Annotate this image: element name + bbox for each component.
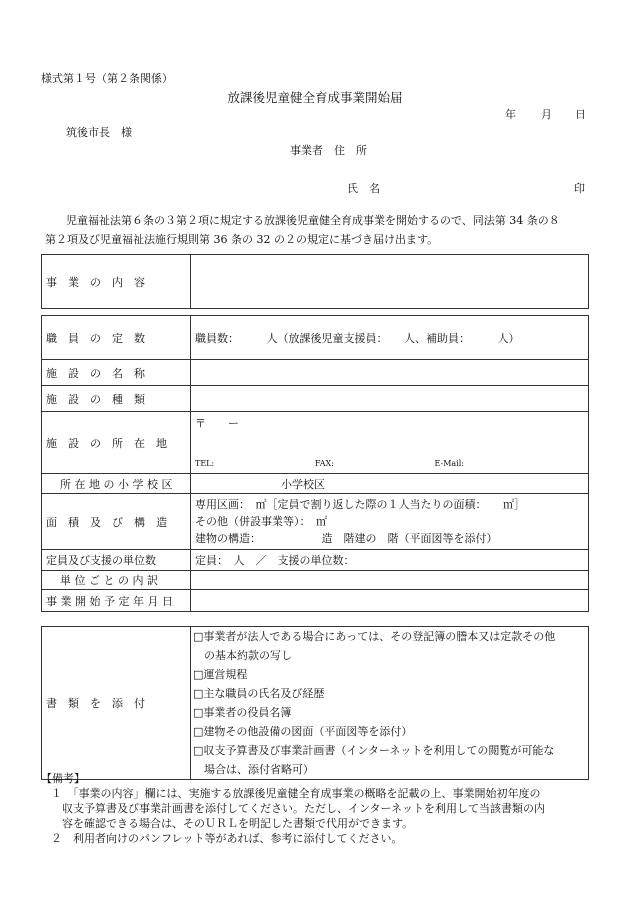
docs-item[interactable]: □事業者が法人である場合にあっては、その登記簿の謄本又は定款その他 bbox=[193, 630, 556, 643]
area-value[interactable] bbox=[191, 494, 589, 550]
area-line-3: 建物の構造： 造 階建の 階（平面図等を添付） bbox=[195, 532, 498, 545]
postal-code: 〒 ー bbox=[195, 417, 239, 430]
notes-heading: 【備考】 bbox=[41, 772, 85, 785]
content-label: 事 業 の 内 容 bbox=[46, 275, 145, 289]
docs-label-cell bbox=[42, 627, 191, 780]
facility-address-label-cell bbox=[42, 412, 191, 474]
facility-name-input[interactable] bbox=[191, 360, 589, 386]
facility-name-label: 施 設 の 名 称 bbox=[46, 366, 145, 380]
start-date-label: 事 業 開 始 予 定 年 月 日 bbox=[46, 594, 173, 608]
note-line: 収支予算書及び事業計画書を添付してください。ただし、インターネットを利用して当該書類の内 bbox=[51, 802, 546, 815]
docs-label: 書 類 を 添 付 bbox=[46, 697, 145, 710]
start-date-input[interactable] bbox=[191, 590, 589, 612]
form-number: 様式第１号（第２条関係） bbox=[41, 72, 173, 85]
intro-line-2: 第２項及び児童福祉法施行規則第 36 条の 32 の２の規定に基づき届け出ます。 bbox=[45, 233, 439, 246]
docs-list bbox=[191, 627, 589, 780]
facility-table bbox=[41, 315, 589, 612]
capacity-label: 定員及び支援の単位数 bbox=[46, 554, 156, 567]
area-line-1: 専用区画： ㎡［定員で割り返した際の１人当たりの面積： ㎡］ bbox=[195, 498, 525, 511]
date-year: 年 bbox=[505, 108, 516, 121]
docs-item[interactable]: □事業者の役員名簿 bbox=[193, 706, 292, 719]
page-title: 放課後児童健全育成事業開始届 bbox=[227, 90, 403, 105]
school-district-label-cell bbox=[42, 474, 191, 494]
area-label-cell bbox=[42, 494, 191, 550]
note-line: ２ 利用者向けのパンフレット等があれば、参考に添付してください。 bbox=[51, 832, 403, 845]
seal-mark: 印 bbox=[574, 182, 585, 195]
docs-item[interactable]: □運営規程 bbox=[193, 668, 248, 681]
per-unit-label: 単 位 ご と の 内 訳 bbox=[60, 574, 158, 587]
email-label: E-Mail: bbox=[434, 459, 464, 468]
school-district-label: 所 在 地 の 小 学 校 区 bbox=[60, 477, 173, 491]
staff-label: 職 員 の 定 数 bbox=[46, 331, 145, 345]
facility-type-label: 施 設 の 種 類 bbox=[46, 392, 145, 406]
content-table bbox=[41, 254, 589, 309]
docs-item: の基本約款の写し bbox=[193, 649, 292, 662]
capacity-value[interactable]: 定員： 人 ／ 支援の単位数： bbox=[191, 550, 589, 571]
facility-type-label-cell bbox=[42, 386, 191, 412]
docs-item[interactable]: □収支予算書及び事業計画書（インターネットを利用しての閲覧が可能な bbox=[193, 744, 555, 757]
contact-row bbox=[195, 459, 584, 468]
note-line: １ 「事業の内容」欄には、実施する放課後児童健全育成事業の概略を記載の上、事業開始初年度の bbox=[51, 787, 541, 800]
attachments-table bbox=[41, 626, 589, 780]
operator-name-label: 氏 名 bbox=[347, 182, 380, 195]
content-label-cell bbox=[42, 255, 191, 309]
capacity-label-cell bbox=[42, 550, 191, 571]
per-unit-label-cell bbox=[42, 571, 191, 590]
intro-line-1: 児童福祉法第６条の３第２項に規定する放課後児童健全育成事業を開始するので、同法第 34 条の８ bbox=[66, 214, 560, 227]
facility-name-label-cell bbox=[42, 360, 191, 386]
area-line-2: その他（併設事業等）： ㎡ bbox=[195, 515, 327, 528]
docs-item[interactable]: □主な職員の氏名及び経歴 bbox=[193, 687, 325, 700]
docs-item[interactable]: □建物その他設備の図面（平面図等を添付） bbox=[193, 725, 413, 738]
facility-type-input[interactable] bbox=[191, 386, 589, 412]
staff-value[interactable]: 職員数： 人（放課後児童支援員： 人、補助員： 人） bbox=[191, 316, 589, 360]
per-unit-input[interactable] bbox=[191, 571, 589, 590]
notes bbox=[41, 771, 589, 846]
addressee: 筑後市長 様 bbox=[66, 126, 132, 139]
note-line: 容を確認できる場合は、そのＵＲＬを明記した書類で代用ができます。 bbox=[51, 817, 414, 830]
operator-address-label: 事業者 住 所 bbox=[290, 144, 367, 157]
fax-label: FAX: bbox=[314, 459, 334, 468]
facility-address-label: 施 設 の 所 在 地 bbox=[46, 436, 167, 450]
content-input[interactable] bbox=[191, 255, 589, 309]
facility-address-input[interactable] bbox=[191, 412, 589, 474]
school-district-value[interactable]: 小学校区 bbox=[191, 474, 589, 494]
date-month: 月 bbox=[541, 108, 552, 121]
tel-label: TEL: bbox=[195, 459, 215, 468]
date-day: 日 bbox=[575, 108, 586, 121]
staff-label-cell bbox=[42, 316, 191, 360]
docs-item: 場合は、添付省略可） bbox=[193, 763, 314, 776]
start-date-label-cell bbox=[42, 590, 191, 612]
area-label: 面 積 及 び 構 造 bbox=[46, 515, 167, 529]
